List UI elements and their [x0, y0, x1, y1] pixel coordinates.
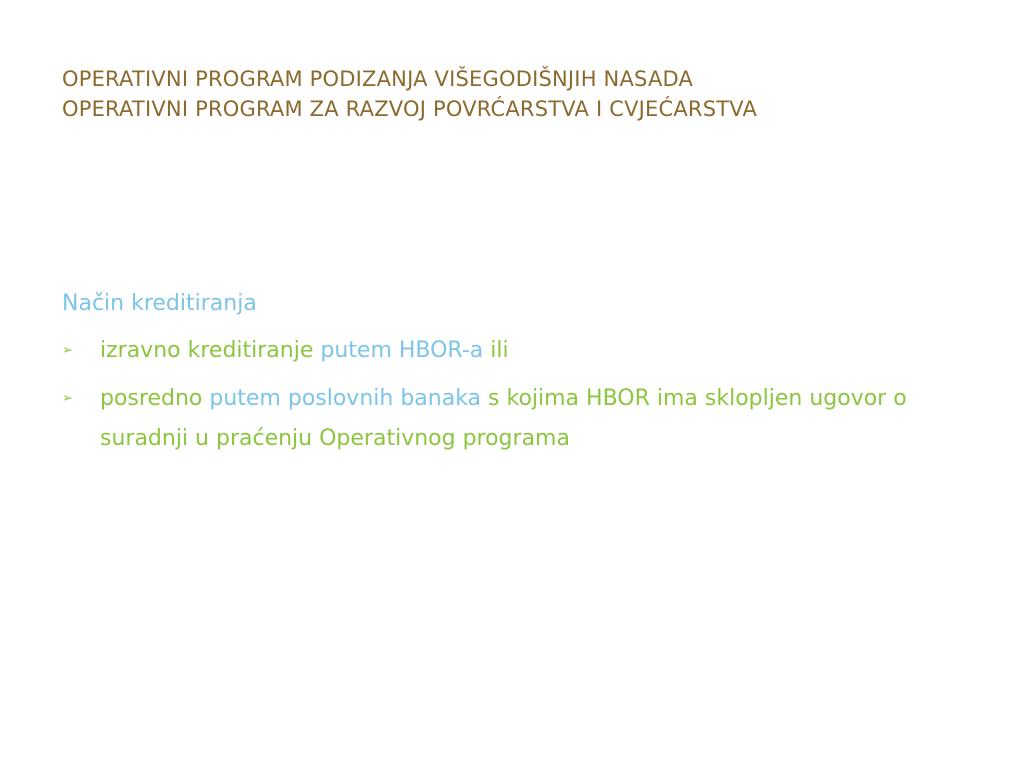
bullet-item-direct-credit	[62, 331, 992, 371]
arrow-right-icon: ➢	[62, 343, 73, 358]
bullet-item-indirect-credit	[62, 379, 992, 459]
via-hbor-text: putem HBOR-a	[320, 338, 484, 363]
title-line-1: OPERATIVNI PROGRAM PODIZANJA VIŠEGODIŠNJIH NASADA	[62, 67, 694, 91]
indirect-credit-text: posredno	[100, 386, 203, 411]
via-business-banks-text: putem poslovnih banaka	[209, 386, 482, 411]
slide-content	[62, 286, 992, 467]
content-heading: Način kreditiranja	[62, 291, 257, 316]
direct-credit-text: izravno kreditiranje	[100, 338, 314, 363]
arrow-right-icon: ➢	[62, 391, 73, 406]
slide-title	[62, 64, 1002, 124]
or-text: ili	[490, 338, 509, 363]
contract-description-text: s kojima HBOR ima sklopljen ugovor o suradnji u praćenju Operativnog programa	[100, 386, 907, 451]
title-line-2: OPERATIVNI PROGRAM ZA RAZVOJ POVRĆARSTVA I CVJEĆARSTVA	[62, 97, 758, 121]
bullet-list	[62, 331, 992, 459]
